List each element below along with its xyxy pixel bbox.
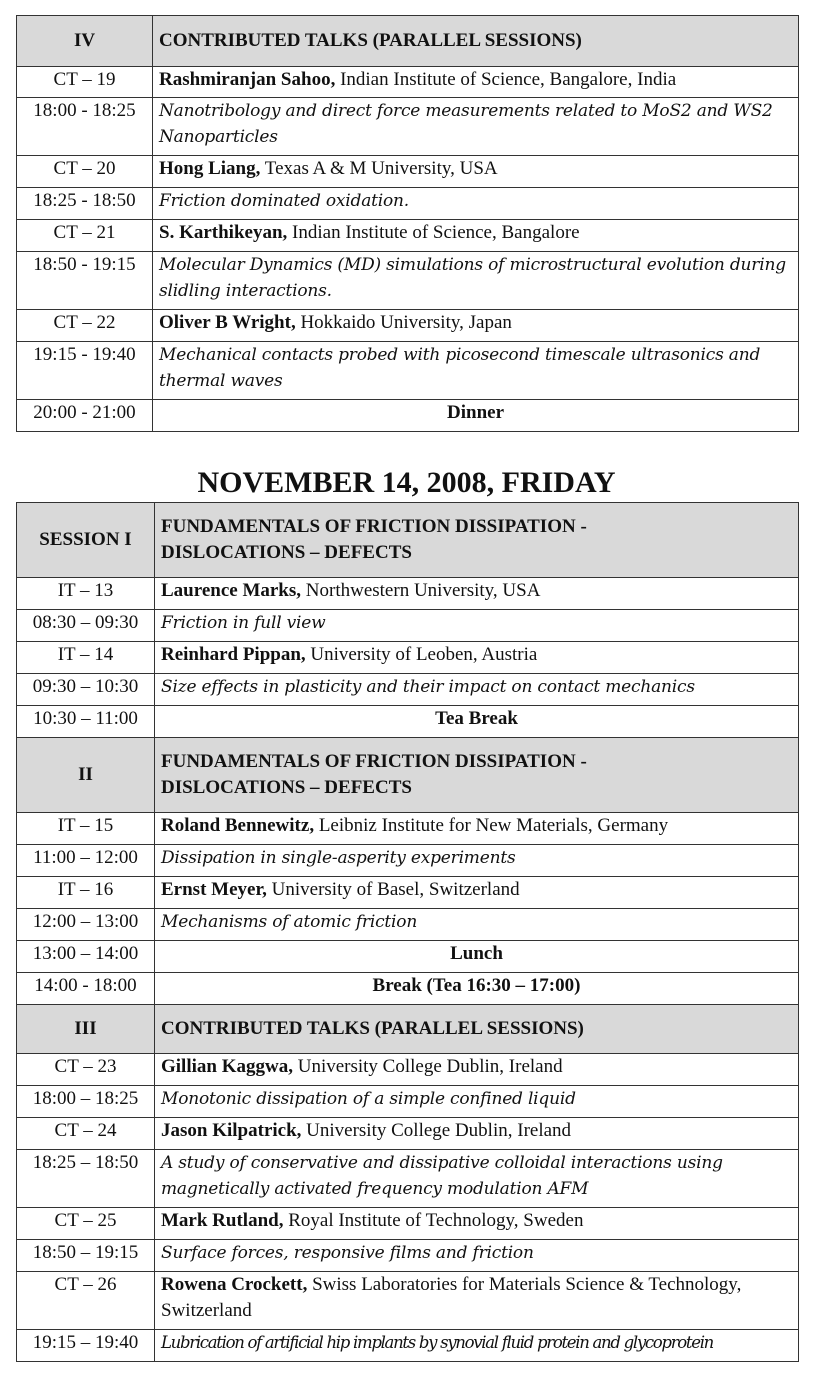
speaker-affiliation: Northwestern University, USA bbox=[305, 580, 541, 601]
talk-title: Mechanical contacts probed with picosecond timescale ultrasonics and thermal waves bbox=[153, 342, 799, 400]
talk-title: Mechanisms of atomic friction bbox=[155, 909, 799, 941]
speaker-affiliation: Hokkaido University, Japan bbox=[300, 312, 512, 333]
talk-title: Friction dominated oxidation. bbox=[153, 188, 799, 220]
speaker-row bbox=[153, 310, 799, 342]
session-label: SESSION I bbox=[17, 503, 155, 578]
speaker-affiliation: University College Dublin, Ireland bbox=[297, 1056, 563, 1077]
talk-title: Surface forces, responsive films and friction bbox=[155, 1240, 799, 1272]
speaker-affiliation: Swiss Laboratories for Materials Science & Technology, Switzerland bbox=[161, 1274, 742, 1321]
talk-title: Monotonic dissipation of a simple confined liquid bbox=[155, 1086, 799, 1118]
speaker-row bbox=[153, 156, 799, 188]
schedule-table-friday bbox=[16, 502, 799, 1362]
speaker-name: Rowena Crockett, bbox=[161, 1274, 308, 1295]
talk-time: 18:50 – 19:15 bbox=[17, 1240, 155, 1272]
speaker-affiliation: Indian Institute of Science, Bangalore, India bbox=[340, 69, 677, 90]
speaker-row bbox=[155, 1118, 799, 1150]
talk-code: IT – 13 bbox=[17, 578, 155, 610]
break-time: 14:00 - 18:00 bbox=[17, 973, 155, 1005]
speaker-row bbox=[155, 877, 799, 909]
talk-time: 09:30 – 10:30 bbox=[17, 674, 155, 706]
day-heading: NOVEMBER 14, 2008, FRIDAY bbox=[197, 466, 616, 499]
speaker-name: Reinhard Pippan, bbox=[161, 644, 306, 665]
talk-code: IT – 15 bbox=[17, 813, 155, 845]
talk-code: CT – 21 bbox=[17, 220, 153, 252]
session-title-line: DISLOCATIONS – DEFECTS bbox=[161, 542, 412, 563]
speaker-row bbox=[155, 813, 799, 845]
tea-break-label: Tea Break bbox=[155, 706, 799, 738]
talk-code: CT – 24 bbox=[17, 1118, 155, 1150]
talk-time: 18:25 – 18:50 bbox=[17, 1150, 155, 1208]
break-label: Break (Tea 16:30 – 17:00) bbox=[155, 973, 799, 1005]
speaker-name: Jason Kilpatrick, bbox=[161, 1120, 302, 1141]
talk-title: Friction in full view bbox=[155, 610, 799, 642]
speaker-name: Oliver B Wright, bbox=[159, 312, 296, 333]
speaker-affiliation: Leibniz Institute for New Materials, Germany bbox=[318, 815, 669, 836]
talk-time: 18:00 – 18:25 bbox=[17, 1086, 155, 1118]
session-label: IV bbox=[17, 16, 153, 67]
talk-title: Lubrication of artificial hip implants by synovial fluid protein and glycoprotein bbox=[155, 1330, 799, 1362]
speaker-name: Mark Rutland, bbox=[161, 1210, 284, 1231]
speaker-name: Roland Bennewitz, bbox=[161, 815, 315, 836]
talk-title: A study of conservative and dissipative colloidal interactions using magnetically activated frequency modulation AFM bbox=[155, 1150, 799, 1208]
lunch-time: 13:00 – 14:00 bbox=[17, 941, 155, 973]
talk-time: 18:25 - 18:50 bbox=[17, 188, 153, 220]
talk-time: 19:15 - 19:40 bbox=[17, 342, 153, 400]
dinner-time: 20:00 - 21:00 bbox=[17, 400, 153, 432]
session-title-line: FUNDAMENTALS OF FRICTION DISSIPATION - bbox=[161, 516, 587, 537]
talk-title: Nanotribology and direct force measurements related to MoS2 and WS2 Nanoparticles bbox=[153, 98, 799, 156]
speaker-name: Rashmiranjan Sahoo, bbox=[159, 69, 336, 90]
talk-code: IT – 16 bbox=[17, 877, 155, 909]
speaker-row bbox=[155, 1208, 799, 1240]
session-title-line: FUNDAMENTALS OF FRICTION DISSIPATION - bbox=[161, 751, 587, 772]
talk-time: 19:15 – 19:40 bbox=[17, 1330, 155, 1362]
talk-code: CT – 22 bbox=[17, 310, 153, 342]
talk-time: 18:00 - 18:25 bbox=[17, 98, 153, 156]
speaker-affiliation: Royal Institute of Technology, Sweden bbox=[288, 1210, 584, 1231]
session-title bbox=[155, 738, 799, 813]
speaker-row bbox=[155, 578, 799, 610]
speaker-affiliation: University of Basel, Switzerland bbox=[271, 879, 520, 900]
session-title: CONTRIBUTED TALKS (PARALLEL SESSIONS) bbox=[153, 16, 799, 67]
speaker-affiliation: University of Leoben, Austria bbox=[310, 644, 538, 665]
speaker-row bbox=[155, 1054, 799, 1086]
lunch-label: Lunch bbox=[155, 941, 799, 973]
dinner-label: Dinner bbox=[153, 400, 799, 432]
session-title: CONTRIBUTED TALKS (PARALLEL SESSIONS) bbox=[155, 1005, 799, 1054]
tea-break-time: 10:30 – 11:00 bbox=[17, 706, 155, 738]
talk-time: 12:00 – 13:00 bbox=[17, 909, 155, 941]
speaker-affiliation: Texas A & M University, USA bbox=[264, 158, 498, 179]
speaker-name: S. Karthikeyan, bbox=[159, 222, 288, 243]
speaker-name: Hong Liang, bbox=[159, 158, 261, 179]
speaker-row bbox=[153, 220, 799, 252]
speaker-name: Laurence Marks, bbox=[161, 580, 302, 601]
speaker-affiliation: Indian Institute of Science, Bangalore bbox=[292, 222, 580, 243]
talk-time: 08:30 – 09:30 bbox=[17, 610, 155, 642]
talk-time: 11:00 – 12:00 bbox=[17, 845, 155, 877]
speaker-affiliation: University College Dublin, Ireland bbox=[306, 1120, 572, 1141]
speaker-row bbox=[155, 642, 799, 674]
session-label: III bbox=[17, 1005, 155, 1054]
talk-code: CT – 26 bbox=[17, 1272, 155, 1330]
speaker-row bbox=[153, 67, 799, 98]
talk-code: CT – 20 bbox=[17, 156, 153, 188]
speaker-name: Ernst Meyer, bbox=[161, 879, 267, 900]
talk-code: CT – 25 bbox=[17, 1208, 155, 1240]
talk-code: CT – 23 bbox=[17, 1054, 155, 1086]
talk-code: IT – 14 bbox=[17, 642, 155, 674]
talk-title: Size effects in plasticity and their impact on contact mechanics bbox=[155, 674, 799, 706]
schedule-table-session-iv bbox=[16, 15, 799, 432]
speaker-row bbox=[155, 1272, 799, 1330]
talk-time: 18:50 - 19:15 bbox=[17, 252, 153, 310]
session-title bbox=[155, 503, 799, 578]
speaker-name: Gillian Kaggwa, bbox=[161, 1056, 293, 1077]
talk-title: Molecular Dynamics (MD) simulations of microstructural evolution during slidling interactions. bbox=[153, 252, 799, 310]
talk-code: CT – 19 bbox=[17, 67, 153, 98]
session-label: II bbox=[17, 738, 155, 813]
session-title-line: DISLOCATIONS – DEFECTS bbox=[161, 777, 412, 798]
talk-title: Dissipation in single-asperity experiments bbox=[155, 845, 799, 877]
